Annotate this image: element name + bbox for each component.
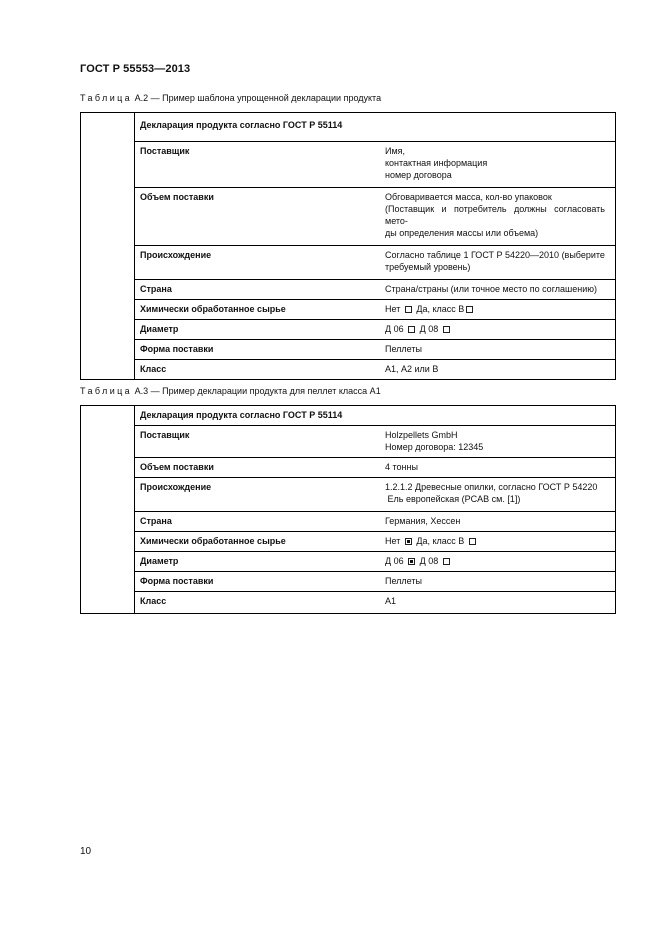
blank-column	[81, 406, 135, 614]
row-value	[375, 532, 616, 552]
caption-text: А.3 — Пример декларации продукта для пеллет класса А1	[134, 386, 381, 396]
checkbox-d06-checked	[408, 558, 415, 565]
value-line: Ель европейская (PCAB см. [1])	[385, 494, 521, 504]
option-yes-label: Да, класс В	[416, 536, 465, 546]
row-key: Форма поставки	[135, 340, 376, 360]
row-key: Страна	[135, 512, 376, 532]
checkbox-d08	[443, 558, 450, 565]
checkbox-yes	[466, 306, 473, 313]
checkbox-d08	[443, 326, 450, 333]
table-row	[81, 142, 616, 188]
value-line: Номер договора: 12345	[385, 442, 484, 452]
row-value: А1	[375, 592, 616, 614]
value-line: Holzpellets GmbH	[385, 430, 458, 440]
row-value	[375, 478, 616, 512]
value-line: 1.2.1.2 Древесные опилки, согласно ГОСТ Р 54220	[385, 482, 598, 492]
value-line: требуемый уровень)	[385, 262, 471, 272]
row-value	[375, 552, 616, 572]
table-row	[81, 532, 616, 552]
table-heading-row	[81, 406, 616, 426]
checkbox-d06	[408, 326, 415, 333]
table-row	[81, 280, 616, 300]
row-key: Происхождение	[135, 246, 376, 280]
table-row	[81, 478, 616, 512]
row-value	[375, 142, 616, 188]
row-key: Диаметр	[135, 320, 376, 340]
row-value: Германия, Хессен	[375, 512, 616, 532]
table-heading: Декларация продукта согласно ГОСТ Р 55114	[135, 113, 616, 142]
row-value	[375, 188, 616, 246]
caption-label: Таблица	[80, 386, 133, 396]
row-key: Диаметр	[135, 552, 376, 572]
option-no-label: Нет	[385, 304, 401, 314]
row-key: Поставщик	[135, 426, 376, 458]
row-value	[375, 320, 616, 340]
option-yes-label: Да, класс В	[416, 304, 465, 314]
row-key: Страна	[135, 280, 376, 300]
value-line: контактная информация	[385, 158, 488, 168]
row-key: Объем поставки	[135, 188, 376, 246]
table-a3	[80, 405, 616, 614]
row-key: Класс	[135, 360, 376, 380]
value-line: номер договора	[385, 170, 452, 180]
table-a2	[80, 112, 616, 380]
table-row	[81, 188, 616, 246]
row-value: 4 тонны	[375, 458, 616, 478]
row-value: Пеллеты	[375, 572, 616, 592]
checkbox-no	[405, 306, 412, 313]
value-line: ды определения массы или объема)	[385, 228, 539, 238]
caption-label: Таблица	[80, 93, 133, 103]
row-value: Страна/страны (или точное место по соглашению)	[375, 280, 616, 300]
table-row	[81, 512, 616, 532]
table-heading-row	[81, 113, 616, 142]
row-value: Пеллеты	[375, 340, 616, 360]
row-value	[375, 300, 616, 320]
table-row	[81, 320, 616, 340]
checkbox-yes	[469, 538, 476, 545]
option-d08-label: Д 08	[419, 556, 439, 566]
table-a2-caption	[80, 93, 381, 103]
table-heading: Декларация продукта согласно ГОСТ Р 55114	[135, 406, 616, 426]
caption-text: А.2 — Пример шаблона упрощенной декларации продукта	[134, 93, 382, 103]
row-key: Химически обработанное сырье	[135, 300, 376, 320]
option-d06-label: Д 06	[385, 556, 404, 566]
table-row	[81, 340, 616, 360]
row-value	[375, 246, 616, 280]
page-number: 10	[80, 846, 92, 857]
table-row	[81, 552, 616, 572]
option-d06-label: Д 06	[385, 324, 404, 334]
document-header: ГОСТ Р 55553—2013	[80, 63, 191, 75]
checkbox-no-checked	[405, 538, 412, 545]
row-key: Объем поставки	[135, 458, 376, 478]
table-row	[81, 572, 616, 592]
table-row	[81, 300, 616, 320]
table-row	[81, 592, 616, 614]
table-row	[81, 246, 616, 280]
row-key: Поставщик	[135, 142, 376, 188]
row-key: Класс	[135, 592, 376, 614]
option-no-label: Нет	[385, 536, 401, 546]
row-key: Происхождение	[135, 478, 376, 512]
table-row	[81, 426, 616, 458]
option-d08-label: Д 08	[419, 324, 439, 334]
value-line: Имя,	[385, 146, 406, 156]
table-row	[81, 458, 616, 478]
row-value: А1, А2 или В	[375, 360, 616, 380]
table-row	[81, 360, 616, 380]
row-value	[375, 426, 616, 458]
blank-column	[81, 113, 135, 380]
value-line: (Поставщик и потребитель должны согласовать мето-	[385, 204, 605, 226]
value-line: Согласно таблице 1 ГОСТ Р 54220—2010 (выберите	[385, 250, 605, 260]
row-key: Форма поставки	[135, 572, 376, 592]
table-a3-caption	[80, 386, 381, 396]
row-key: Химически обработанное сырье	[135, 532, 376, 552]
value-line: Обговаривается масса, кол-во упаковок	[385, 192, 552, 202]
